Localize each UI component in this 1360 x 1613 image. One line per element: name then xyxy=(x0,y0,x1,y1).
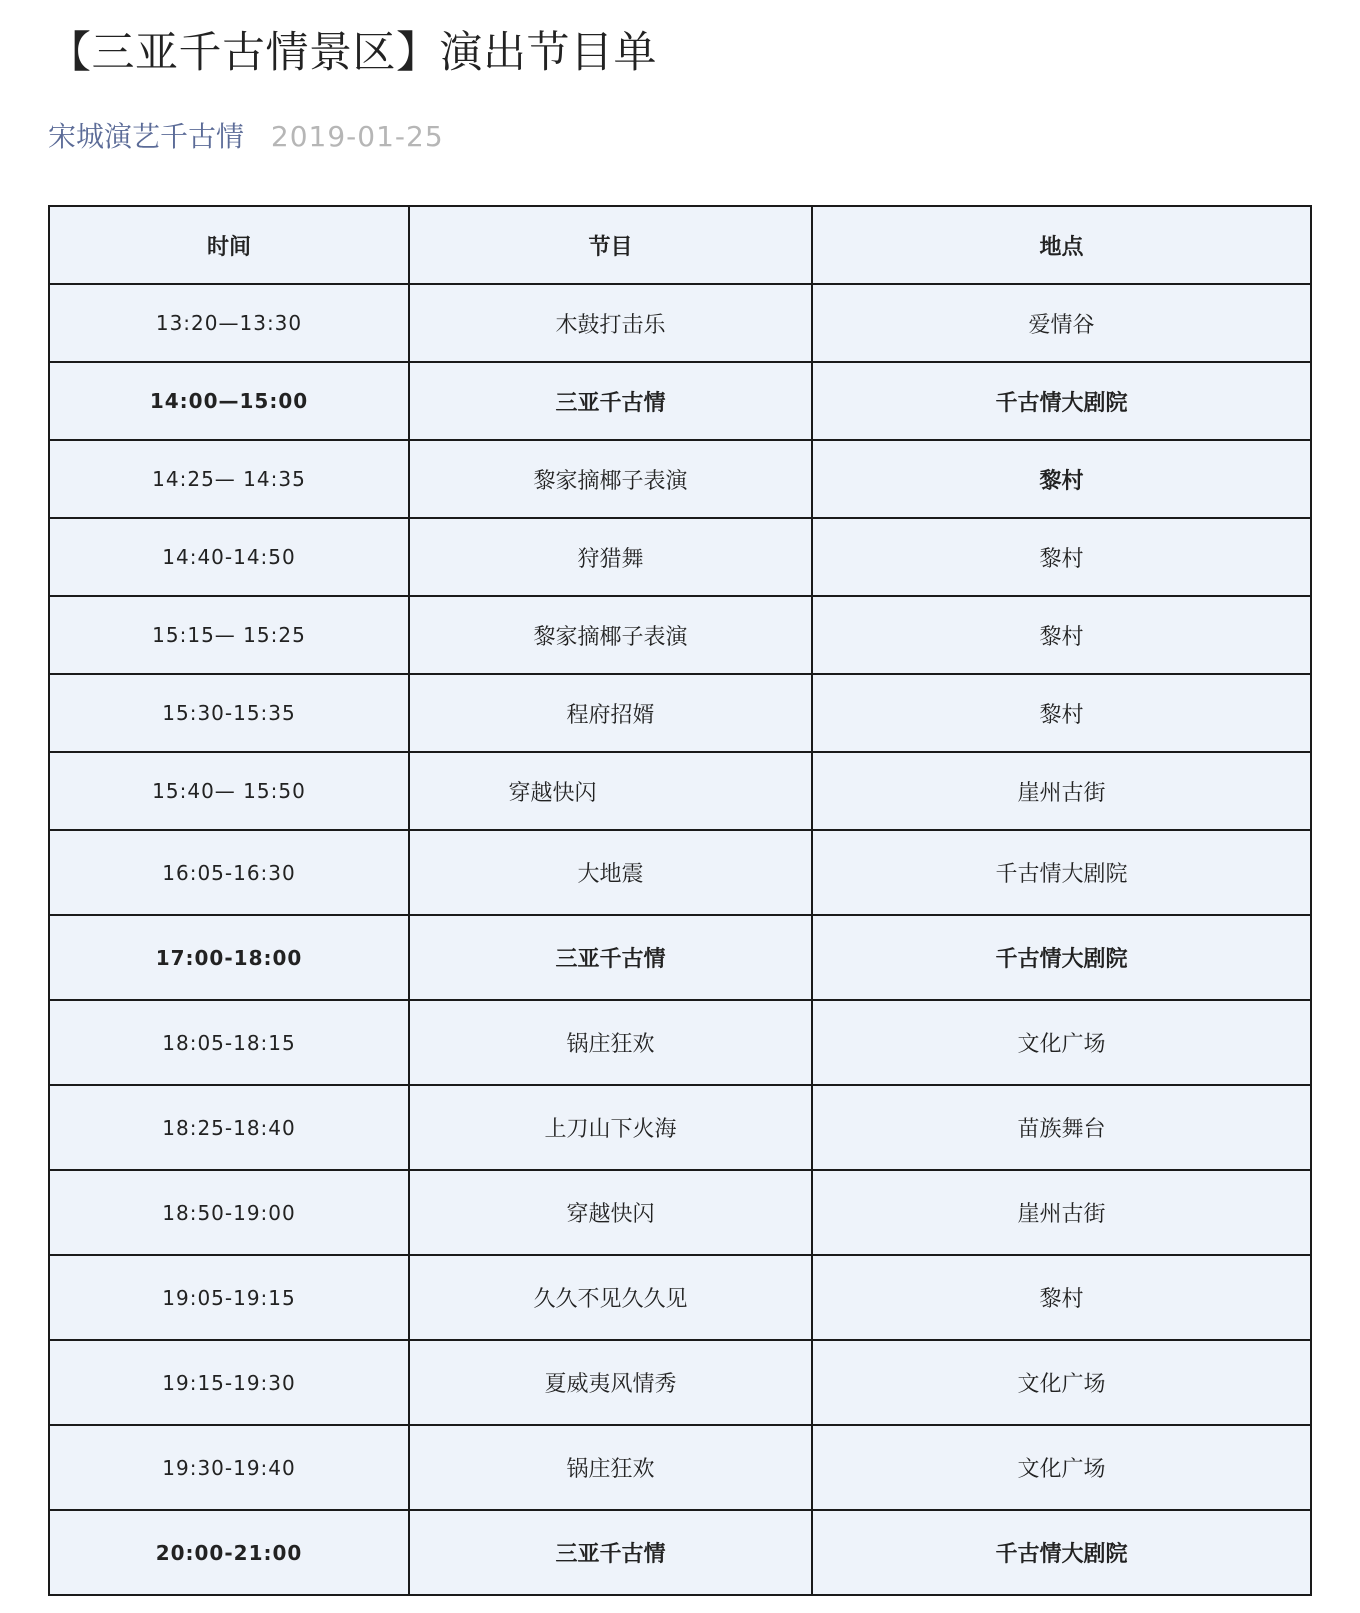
location-cell: 黎村 xyxy=(812,518,1311,596)
table-row xyxy=(49,752,1311,830)
program-cell: 上刀山下火海 xyxy=(409,1085,812,1170)
header-time: 时间 xyxy=(49,206,409,284)
table-row xyxy=(49,830,1311,915)
program-cell: 三亚千古情 xyxy=(409,362,812,440)
time-cell: 20:00-21:00 xyxy=(49,1510,409,1595)
table-row xyxy=(49,1510,1311,1595)
program-cell: 锅庄狂欢 xyxy=(409,1425,812,1510)
table-row xyxy=(49,1425,1311,1510)
time-cell: 18:50-19:00 xyxy=(49,1170,409,1255)
table-row xyxy=(49,518,1311,596)
location-cell: 崖州古街 xyxy=(812,752,1311,830)
time-cell: 15:15— 15:25 xyxy=(49,596,409,674)
location-cell: 千古情大剧院 xyxy=(812,362,1311,440)
program-cell: 木鼓打击乐 xyxy=(409,284,812,362)
program-cell: 狩猎舞 xyxy=(409,518,812,596)
header-program: 节目 xyxy=(409,206,812,284)
location-cell: 崖州古街 xyxy=(812,1170,1311,1255)
table-row xyxy=(49,915,1311,1000)
table-row xyxy=(49,284,1311,362)
time-cell: 18:05-18:15 xyxy=(49,1000,409,1085)
table-row xyxy=(49,1085,1311,1170)
time-cell: 14:00—15:00 xyxy=(49,362,409,440)
program-cell: 夏威夷风情秀 xyxy=(409,1340,812,1425)
table-row xyxy=(49,1340,1311,1425)
location-cell: 千古情大剧院 xyxy=(812,1510,1311,1595)
program-cell: 程府招婿 xyxy=(409,674,812,752)
time-cell: 15:30-15:35 xyxy=(49,674,409,752)
time-cell: 16:05-16:30 xyxy=(49,830,409,915)
program-cell: 三亚千古情 xyxy=(409,915,812,1000)
schedule-table xyxy=(48,205,1312,1596)
program-cell: 锅庄狂欢 xyxy=(409,1000,812,1085)
table-row xyxy=(49,1000,1311,1085)
location-cell: 苗族舞台 xyxy=(812,1085,1311,1170)
location-cell: 黎村 xyxy=(812,1255,1311,1340)
location-cell: 千古情大剧院 xyxy=(812,830,1311,915)
program-cell: 大地震 xyxy=(409,830,812,915)
location-cell: 黎村 xyxy=(812,596,1311,674)
table-row xyxy=(49,674,1311,752)
location-cell: 千古情大剧院 xyxy=(812,915,1311,1000)
publish-date: 2019-01-25 xyxy=(270,120,444,153)
table-row xyxy=(49,1170,1311,1255)
program-label: 穿越快闪 xyxy=(508,780,597,806)
time-cell: 14:40-14:50 xyxy=(49,518,409,596)
time-cell: 17:00-18:00 xyxy=(49,915,409,1000)
location-cell: 黎村 xyxy=(812,440,1311,518)
table-row xyxy=(49,596,1311,674)
program-cell: 黎家摘椰子表演 xyxy=(409,596,812,674)
article-meta xyxy=(48,120,1310,154)
header-location: 地点 xyxy=(812,206,1311,284)
location-cell: 黎村 xyxy=(812,674,1311,752)
table-header-row xyxy=(49,206,1311,284)
author-link[interactable]: 宋城演艺千古情 xyxy=(48,120,245,153)
time-cell: 19:05-19:15 xyxy=(49,1255,409,1340)
table-row xyxy=(49,1255,1311,1340)
table-row xyxy=(49,362,1311,440)
program-cell: 久久不见久久见 xyxy=(409,1255,812,1340)
article xyxy=(48,0,1310,1567)
location-cell: 爱情谷 xyxy=(812,284,1311,362)
location-cell: 文化广场 xyxy=(812,1000,1311,1085)
time-cell: 14:25— 14:35 xyxy=(49,440,409,518)
program-cell: 黎家摘椰子表演 xyxy=(409,440,812,518)
time-cell: 19:15-19:30 xyxy=(49,1340,409,1425)
location-cell: 文化广场 xyxy=(812,1340,1311,1425)
time-cell: 18:25-18:40 xyxy=(49,1085,409,1170)
time-cell: 15:40— 15:50 xyxy=(49,752,409,830)
table-row xyxy=(49,440,1311,518)
time-cell: 19:30-19:40 xyxy=(49,1425,409,1510)
program-cell: 穿越快闪 xyxy=(409,1170,812,1255)
time-cell: 13:20—13:30 xyxy=(49,284,409,362)
program-cell xyxy=(409,752,812,830)
program-cell: 三亚千古情 xyxy=(409,1510,812,1595)
location-cell: 文化广场 xyxy=(812,1425,1311,1510)
page-title: 【三亚千古情景区】演出节目单 xyxy=(48,28,657,78)
